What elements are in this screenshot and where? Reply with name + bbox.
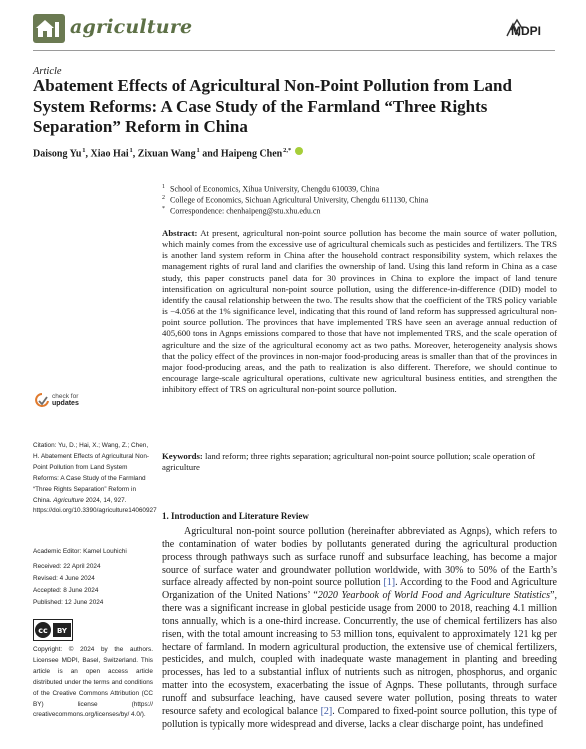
author-name[interactable]: Haipeng Chen: [220, 148, 283, 160]
date-published: Published: 12 June 2024: [33, 599, 104, 606]
cc-label: cc: [38, 626, 48, 635]
check-for-updates-icon[interactable]: [35, 393, 49, 409]
correspondence: * Correspondence: chenhaipeng@stu.xhu.edu.cn: [162, 206, 321, 216]
date-received: Received: 22 April 2024: [33, 563, 101, 570]
license-text: Copyright: © 2024 by the authors. Licensee MDPI, Basel, Switzerland. This article is an open access article distributed under the terms and conditions of the Creative Commons Attribution (CC BY) license (https:// creativecommons.org/licenses/by/ 4.0/).: [33, 646, 153, 719]
keywords: [162, 451, 557, 473]
citation-link[interactable]: [2]: [320, 705, 333, 717]
date-accepted: Accepted: 8 June 2024: [33, 587, 99, 594]
header-divider: [33, 50, 555, 51]
citation-link[interactable]: [1]: [383, 577, 396, 589]
academic-editor: Academic Editor: Kamel Louhichi: [33, 548, 127, 555]
journal-name: agriculture: [70, 16, 193, 38]
abstract-label: Abstract:: [162, 228, 198, 238]
author-name[interactable]: Xiao Hai: [90, 148, 129, 160]
abstract: [162, 228, 557, 395]
author-sep: ,: [132, 148, 138, 160]
by-label: BY: [56, 627, 68, 635]
author-sup: 1: [82, 147, 86, 154]
author-list: [33, 147, 303, 159]
author-sup: 1: [129, 147, 133, 154]
section-heading: 1. Introduction and Literature Review: [162, 511, 309, 521]
date-revised: Revised: 4 June 2024: [33, 575, 95, 582]
article-type: Article: [33, 66, 62, 77]
orcid-icon[interactable]: [295, 147, 303, 155]
check-for-updates[interactable]: check for updates: [52, 393, 79, 407]
paper-title: Abatement Effects of Agricultural Non-Point Pollution from Land System Reforms: A Case Study of the Farmland “Three Rights Separation” Reform in China: [33, 76, 512, 136]
publisher-name: MDPI: [511, 24, 541, 38]
author-name[interactable]: Zixuan Wang: [137, 148, 196, 160]
author-sup: 1: [196, 147, 200, 154]
author-sep: ,: [85, 148, 91, 160]
affiliation: $^2$ College of Economics, Sichuan Agricultural University, Chengdu 611130, China: [162, 195, 429, 205]
author-sep: and: [199, 148, 221, 160]
journal-logo-icon: [33, 14, 65, 43]
author-name[interactable]: Daisong Yu: [33, 148, 82, 160]
keywords-text: land reform; three rights separation; agricultural non-point source pollution; scale operation of agriculture: [162, 451, 536, 473]
body-text: Agricultural non-point source pollution (hereinafter abbreviated as Agnps), which refers to the contamination of water bodies by pollutants generated during the agricultural production process through pathways such as surface runoff and subsurface leaching, has become a major source of surface water and groundwater pollution worldwide, with 30% to 50% of the Earth’s surface already affected by non-point source pollution [1]. According to the Food and Agriculture Organization of the United Nations’ “2020 Yearbook of World Food and Agriculture Statistics”, there was a significant increase in global pesticide usage from 2000 to 2018, reaching 4.1 million tons annually, which is a one-third increase. Concurrently, the use of chemical fertilizers has also risen, with the total amount increasing to 53 million tons, equivalent to approximately 121 kg per hectare of farmland. In modern agricultural production, the extensive use of chemical fertilizers, pesticides, and mulch, coupled with inadequate waste management in planting and breeding processes, has led to a substantial influx of nutrients such as nitrogen, phosphorus, and organic matter into the ecosystem, exacerbating the issue of Agnps. These pollutants, through surface runoff and subsurface leaching, have caused severe water pollution, posing threats to water resource safety and ecological balance [2]. Compared to fixed-point source pollution, this type of pollution is typically more widespread and diverse, lacks a clear discharge point, has undefined: [162, 526, 558, 730]
abstract-text: At present, agricultural non-point source pollution has become the main source of water pollution, which mainly comes from the excessive use of agricultural chemicals such as pesticides and fertilizers. The TRS is another land system reform in China after the household contract responsibility system, which relaxes the management rights of rural land and clarifies the ownership of land. Using this land reform in China as a case study, this paper constructs panel data for 30 provinces in China to explore the impact of land tenure intensification on agricultural non-point source pollution, using the difference-in-difference (DID) model to identify the causal relationship between the two. The results show that the coefficient of the TRS policy variable is −4.056 at the 1% significance level, indicating that this round of land reform has suppressed agricultural non-point source pollution. The provinces that have implemented TRS have seen an average annual reduction of 405,600 tons in Agnps emissions compared to those that have not implemented TRS, and the scale operation of agriculture and the size of the agricultural economy act as two paths. Moreover, heterogeneity analysis shows that the policy effect of the provinces in non-major food-producing areas is smaller than that of the provinces in major food-producing areas, and the path to realization is also different. Therefore, we should continue to encourage large-scale agricultural operations, cultivate new agricultural business entities, and strengthen the inhibitory effect of TRS on agricultural non-point source pollution.: [162, 228, 557, 395]
cc-by-license-icon[interactable]: [33, 619, 73, 641]
citation-block: Citation: Yu, D.; Hai, X.; Wang, Z.; Chen, H. Abatement Effects of Agricultural Non-Point Pollution from Land System Reforms: A Case Study of the Farmland “Three Rights Separation” Reform in China. Agriculture 2024, 14, 927. https://doi.org/10.3390/agriculture14060927: [33, 442, 157, 515]
author-sup: 2,*: [283, 147, 292, 154]
keywords-label: Keywords:: [162, 451, 203, 461]
affiliation: $^1$ School of Economics, Xihua University, Chengdu 610039, China: [162, 184, 380, 194]
